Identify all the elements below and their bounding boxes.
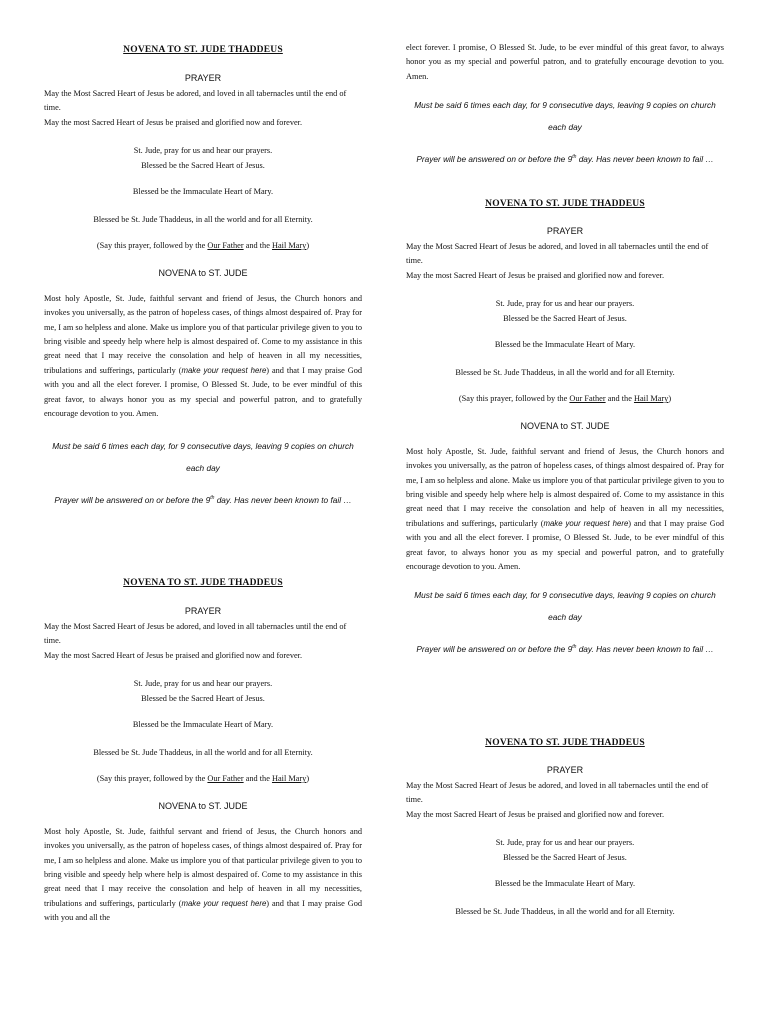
main-prayer-part-b: ) and that I may praise God with you and all the <box>44 898 362 923</box>
novena-label: NOVENA to ST. JUDE <box>158 267 248 278</box>
our-father-label: Our Father <box>207 241 244 251</box>
blessed-mary: Blessed be the Immaculate Heart of Mary. <box>494 340 636 350</box>
main-prayer-part-a: Most holy Apostle, St. Jude, faithful servant and friend of Jesus, the Church honors and invokes you universally, as the patron of hopeless cases, of things almost despaired of. Pray for me, I am so helpless and alone. Make us implore you of that particular privilege given to you to bring visible and speedy help where help is almost despaired of. Come to my assistance in this great need that I may receive the consolation and help of heaven in all my necessities, tribulations and sufferings, particularly ( <box>44 826 362 908</box>
say-suffix: ) <box>668 394 672 404</box>
blessed-mary: Blessed be the Immaculate Heart of Mary. <box>132 720 274 730</box>
pray-for-us: St. Jude, pray for us and hear our prayers. <box>495 838 635 848</box>
say-suffix: ) <box>306 241 310 251</box>
novena-label: NOVENA to ST. JUDE <box>520 420 610 431</box>
novena-copy-4 <box>406 736 724 919</box>
main-prayer-part-a: Most holy Apostle, St. Jude, faithful servant and friend of Jesus, the Church honors and invokes you universally, as the patron of hopeless cases, of things almost despaired of. Pray for me, I am so helpless and alone. Make us implore you of that particular privilege given to you to bring visible and speedy help where help is almost despaired of. Come to my assistance in this great need that I may receive the consolation and help of heaven in all my necessities, tribulations and sufferings, particularly ( <box>44 293 362 375</box>
say-instruction <box>44 239 362 254</box>
request-placeholder: make your request here <box>181 898 267 908</box>
blessed-mary: Blessed be the Immaculate Heart of Mary. <box>132 187 274 197</box>
main-prayer-part-a: Most holy Apostle, St. Jude, faithful servant and friend of Jesus, the Church honors and invokes you universally, as the patron of hopeless cases, of things almost despaired of. Pray for me, I am so helpless and alone. Make us implore you of that particular privilege given to you to bring visible and speedy help where help is almost despaired of. Come to my assistance in this great need that I may receive the consolation and help of heaven in all my necessities, tribulations and sufferings, particularly ( <box>406 446 724 528</box>
answer-part-a: Prayer will be answered on or before the 9 <box>54 495 211 506</box>
main-prayer <box>44 292 362 422</box>
must-say-note: Must be said 6 times each day, for 9 consecutive days, leaving 9 copies on church each day <box>414 100 716 133</box>
answer-superscript: th <box>210 495 215 502</box>
answer-part-b: day. Has never been known to fail … <box>576 153 714 164</box>
heart-line-1: May the Most Sacred Heart of Jesus be adored, and loved in all tabernacles until the end of time. <box>44 622 347 646</box>
main-prayer-part-b: ) and that I may praise God with you and all the <box>406 518 724 543</box>
main-prayer <box>406 445 724 575</box>
must-say-note: Must be said 6 times each day, for 9 consecutive days, leaving 9 copies on church each day <box>414 590 716 623</box>
say-instruction <box>44 772 362 787</box>
answer-part-a: Prayer will be answered on or before the 9 <box>416 153 573 164</box>
blessed-mary: Blessed be the Immaculate Heart of Mary. <box>494 879 636 889</box>
novena-copy-1-continued <box>406 41 724 170</box>
heart-line-2: May the most Sacred Heart of Jesus be praised and glorified now and forever. <box>406 809 665 819</box>
novena-label: NOVENA to ST. JUDE <box>158 800 248 811</box>
blessed-sacred-heart: Blessed be the Sacred Heart of Jesus. <box>141 693 265 703</box>
our-father-label: Our Father <box>207 774 244 784</box>
blessed-jude: Blessed be St. Jude Thaddeus, in all the world and for all Eternity. <box>93 747 313 757</box>
prayer-label: PRAYER <box>546 765 584 775</box>
heart-line-2: May the most Sacred Heart of Jesus be praised and glorified now and forever. <box>44 117 303 127</box>
hail-mary-label: Hail Mary <box>633 394 669 404</box>
answer-part-a: Prayer will be answered on or before the 9 <box>416 644 573 655</box>
heart-line-1: May the Most Sacred Heart of Jesus be adored, and loved in all tabernacles until the end of time. <box>406 781 709 805</box>
answer-note <box>406 146 724 170</box>
and-word: and the <box>245 241 270 251</box>
answer-note <box>406 636 724 660</box>
request-placeholder: make your request here <box>181 365 267 375</box>
novena-title: NOVENA TO ST. JUDE THADDEUS <box>123 45 283 55</box>
prayer-label: PRAYER <box>184 73 222 83</box>
answer-part-b: day. Has never been known to fail … <box>576 644 714 655</box>
answer-note <box>44 487 362 511</box>
blessed-jude: Blessed be St. Jude Thaddeus, in all the world and for all Eternity. <box>455 367 675 377</box>
say-instruction <box>406 392 724 407</box>
say-prefix: (Say this prayer, followed by the <box>458 394 568 404</box>
heart-line-2: May the most Sacred Heart of Jesus be praised and glorified now and forever. <box>44 650 303 660</box>
hail-mary-label: Hail Mary <box>271 774 307 784</box>
and-word: and the <box>607 394 632 404</box>
say-suffix: ) <box>306 774 310 784</box>
main-prayer <box>44 825 362 926</box>
answer-superscript: th <box>572 154 577 161</box>
novena-title: NOVENA TO ST. JUDE THADDEUS <box>123 578 283 588</box>
say-prefix: (Say this prayer, followed by the <box>96 774 206 784</box>
novena-title: NOVENA TO ST. JUDE THADDEUS <box>485 738 645 748</box>
prayer-label: PRAYER <box>184 606 222 616</box>
main-prayer-part-c: elect forever. I promise, O Blessed St. Jude, to be ever mindful of this great favor, to always honor you as my special and powerful patron, and to gratefully encourage devotion to you. Amen. <box>406 533 724 571</box>
pray-for-us: St. Jude, pray for us and hear our prayers. <box>133 146 273 156</box>
prayer-label: PRAYER <box>546 226 584 236</box>
heart-line-2: May the most Sacred Heart of Jesus be praised and glorified now and forever. <box>406 270 665 280</box>
novena-title: NOVENA TO ST. JUDE THADDEUS <box>485 199 645 209</box>
main-prayer-continued: elect forever. I promise, O Blessed St. Jude, to be ever mindful of this great favor, to always honor you as my special and powerful patron, and to gratefully encourage devotion to you. Amen. <box>406 43 724 81</box>
novena-copy-2 <box>44 576 362 926</box>
say-prefix: (Say this prayer, followed by the <box>96 241 206 251</box>
blessed-sacred-heart: Blessed be the Sacred Heart of Jesus. <box>503 313 627 323</box>
pray-for-us: St. Jude, pray for us and hear our prayers. <box>133 679 273 689</box>
pray-for-us: St. Jude, pray for us and hear our prayers. <box>495 299 635 309</box>
main-prayer-part-b: ) and that I may praise God with you and all the <box>44 365 362 390</box>
blessed-jude: Blessed be St. Jude Thaddeus, in all the world and for all Eternity. <box>455 906 675 916</box>
and-word: and the <box>245 774 270 784</box>
blessed-sacred-heart: Blessed be the Sacred Heart of Jesus. <box>503 852 627 862</box>
blessed-jude: Blessed be St. Jude Thaddeus, in all the world and for all Eternity. <box>93 214 313 224</box>
must-say-note: Must be said 6 times each day, for 9 consecutive days, leaving 9 copies on church each day <box>52 441 354 474</box>
heart-line-1: May the Most Sacred Heart of Jesus be adored, and loved in all tabernacles until the end of time. <box>406 242 709 266</box>
answer-part-b: day. Has never been known to fail … <box>214 495 352 506</box>
blessed-sacred-heart: Blessed be the Sacred Heart of Jesus. <box>141 160 265 170</box>
heart-line-1: May the Most Sacred Heart of Jesus be adored, and loved in all tabernacles until the end of time. <box>44 89 347 113</box>
main-prayer-part-c: elect forever. I promise, O Blessed St. Jude, to be ever mindful of this great favor, to always honor you as my special and powerful patron, and to gratefully encourage devotion to you. Amen. <box>44 380 362 418</box>
request-placeholder: make your request here <box>543 518 629 528</box>
answer-superscript: th <box>572 644 577 651</box>
hail-mary-label: Hail Mary <box>271 241 307 251</box>
novena-copy-3 <box>406 197 724 660</box>
our-father-label: Our Father <box>569 394 606 404</box>
novena-copy-1 <box>44 43 362 511</box>
